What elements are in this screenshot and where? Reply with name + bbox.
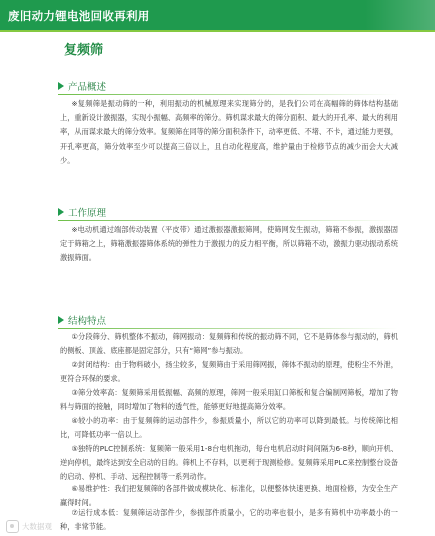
section-divider	[58, 220, 398, 221]
arrow-right-icon	[58, 208, 64, 216]
watermark	[6, 520, 52, 533]
section-title: 结构特点	[68, 316, 107, 327]
section-heading-overview	[58, 79, 106, 93]
header-bar	[0, 0, 435, 30]
section-title: 工作原理	[68, 208, 107, 219]
feature-item-1: ①分段筛分、筛机整体不振动，筛网振动：复频筛和传统的振动筛不同，它不是筛体参与振动的，筛机的侧板、顶盖、底座都是固定部分，只有“筛网”参与振动。	[60, 332, 398, 356]
section-heading-features	[58, 313, 106, 327]
feature-item-5: ⑤独特的PLC控制系统：复频筛一般采用1-8台电机拖动，每台电机启动时间间隔为6-8秒，顺向开机、逆向停机，最终达到安全启动的目的。筛机上不存料，以更利于现测检修。复频筛采用PLC来控制整台设备的启动、停机、手动、远程控制等一系列动作。	[60, 444, 398, 482]
principle-paragraph: ※电动机通过端部传动装置（平皮带）通过激振器激振筛网，使筛网发生振动，筛箱不参振，激振器固定于筛箱之上，筛箱激振器筛体系统的弹性力于激振力的反力相平衡，所以筛箱不动，激振力驱动振动系统激振筛面。	[60, 225, 398, 263]
watermark-icon	[6, 520, 19, 533]
feature-item-6: ⑥易维护性：我们把复频筛的各部件做成模块化、标准化，以便整体快速更换、地面检修，为安全生产赢得时间。	[60, 484, 398, 508]
header-title: 废旧动力锂电池回收再利用	[8, 9, 150, 23]
arrow-right-icon	[58, 82, 64, 90]
feature-item-3: ③筛分效率高：复频筛采用低振幅、高频的原理，筛网一般采用缸口筛板和复合编制网筛板，增加了物料与筛面的接触，同时增加了物料的透气性，能够更好地提高筛分效率。	[60, 388, 398, 412]
feature-item-7: ⑦运行成本低：复频筛运动部件少，参振部件质量小，它的功率也很小，是多有筛机中功率最小的一种，非常节能。	[60, 508, 398, 532]
watermark-text: 大数据观	[22, 522, 52, 531]
section-divider	[58, 328, 398, 329]
header-accent	[365, 0, 435, 30]
overview-paragraph: ※复频筛是振动筛的一种，利用振动的机械原理来实现筛分的，是我们公司在高幅筛的筛体结构基础上，重新设计激振器，实现小振幅、高频率的筛分。筛机谋求最大的筛分面积、最大的开孔率、最大的利用率，从而谋求最大的筛分效率。复频筛在同等的筛分面积条件下，动率更低、不堵、不卡，通过能力更强，开孔率更高，筛分效率至少可以提高三倍以上，且自动化程度高，维护量由于检修节点的减少而会大大减少。	[60, 99, 398, 165]
header-divider	[0, 30, 435, 32]
arrow-right-icon	[58, 316, 64, 324]
section-title: 产品概述	[68, 82, 107, 93]
section-divider	[58, 94, 398, 95]
section-heading-principle	[58, 205, 106, 219]
page-title: 复频筛	[64, 43, 104, 58]
feature-item-4: ④较小的功率：由于复频筛的运动部件少，参振质量小，所以它的功率可以降到最低。与传统筛比相比，可降低功率一倍以上。	[60, 416, 398, 440]
feature-item-2: ②封闭结构：由于物料破小，扬尘较多，复频筛由于采用筛网振，筛体不振动的原理，使粉尘不外泄，更符合环保的要求。	[60, 360, 398, 384]
